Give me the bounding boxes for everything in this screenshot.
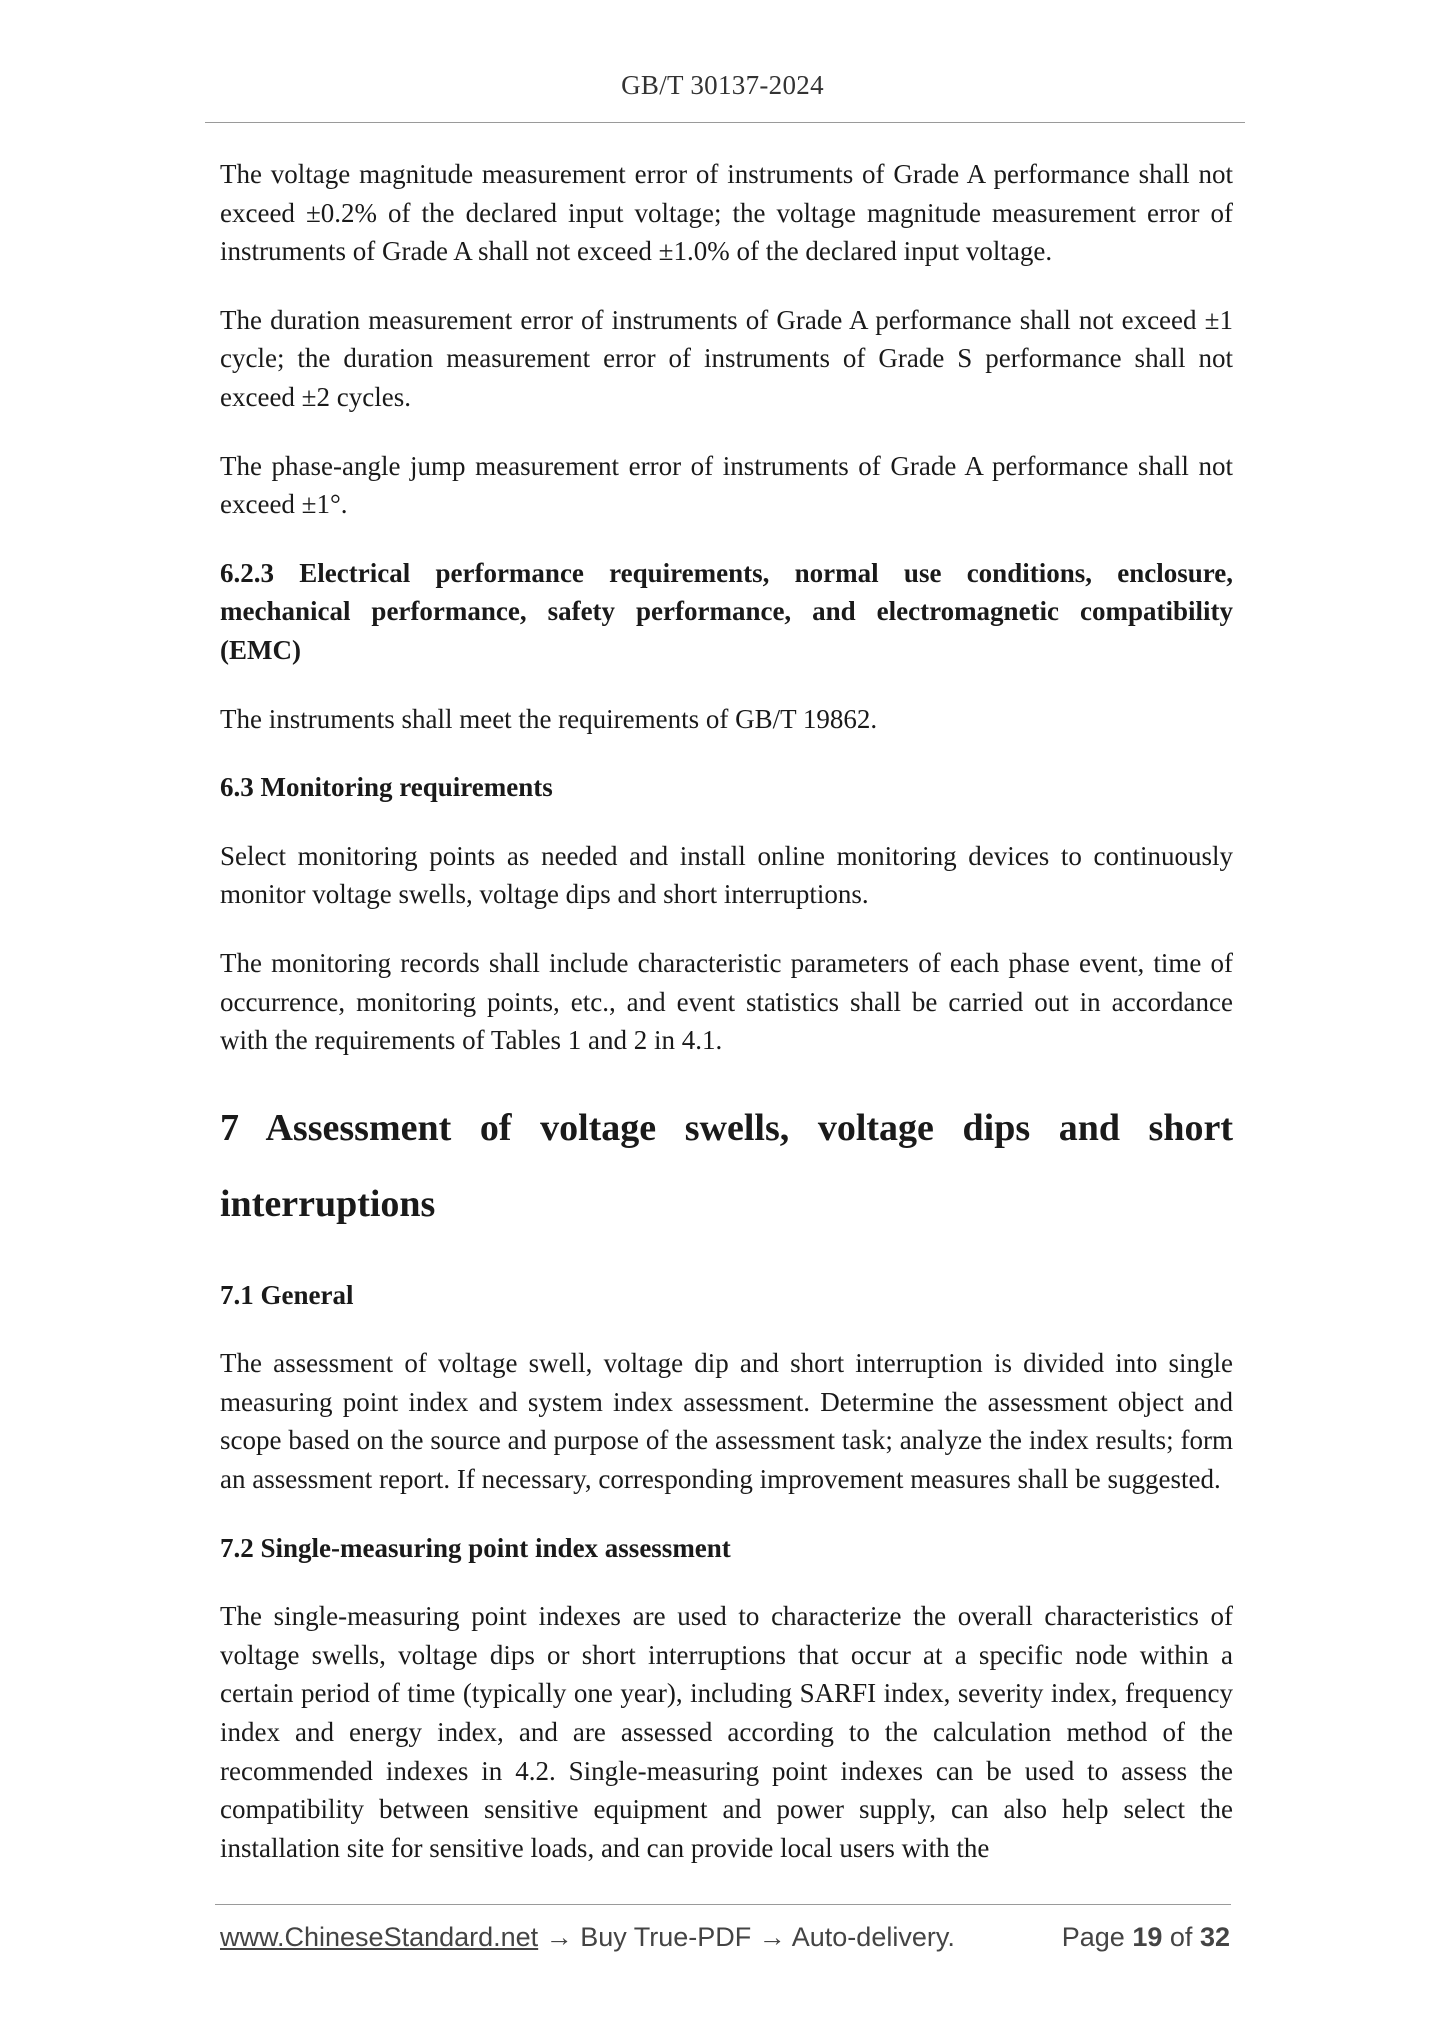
page-label: Page [1061, 1922, 1125, 1952]
paragraph-instrument-requirements: The instruments shall meet the requirements of GB/T 19862. [220, 703, 878, 734]
heading-7-2: 7.2 Single-measuring point index assessment [220, 1532, 731, 1563]
heading-6-2-3: 6.2.3 Electrical performance requirements, normal use conditions, enclosure, mechanical performance, safety performance, and electromagnetic compatibility (EMC) [220, 557, 1233, 665]
total-page-count: 32 [1199, 1922, 1230, 1952]
arrow-right-icon: → [751, 1922, 792, 1952]
footer-promo [220, 1922, 955, 1953]
current-page-number: 19 [1132, 1922, 1163, 1952]
page-content [220, 155, 1233, 1897]
delivery-text: Auto-delivery. [791, 1922, 955, 1952]
paragraph-single-point-indexes: The single-measuring point indexes are used to characterize the overall characteristics of voltage swells, voltage dips or short interruptions that occur at a specific node within a certain period of time (typically one year), including SARFI index, severity index, frequency index and energy index, and are assessed according to the calculation method of the recommended indexes in 4.2. Single-measuring point indexes can be used to assess the compatibility between sensitive equipment and power supply, can also help select the installation site for sensitive loads, and can provide local users with the [220, 1601, 1233, 1863]
document-id-header: GB/T 30137-2024 [621, 70, 824, 100]
footer-divider [215, 1904, 1231, 1905]
paragraph-assessment-general: The assessment of voltage swell, voltage dip and short interruption is divided into single measuring point index and system index assessment. Determine the assessment object and scope based on the source and purpose of the assessment task; analyze the index results; form an assessment report. If necessary, corresponding improvement measures shall be suggested. [220, 1348, 1233, 1495]
of-label: of [1169, 1922, 1193, 1952]
website-link[interactable]: www.ChineseStandard.net [220, 1922, 539, 1952]
page-indicator [1062, 1922, 1230, 1953]
page-footer [220, 1922, 1230, 1962]
paragraph-duration-error: The duration measurement error of instruments of Grade A performance shall not exceed ±1 cycle; the duration measurement error of instruments of Grade S performance shall not exceed ±2 cycles. [220, 304, 1233, 412]
arrow-right-icon: → [538, 1922, 581, 1952]
paragraph-voltage-error: The voltage magnitude measurement error of instruments of Grade A performance shall not exceed ±0.2% of the declared input voltage; the voltage magnitude measurement error of instruments of Grade A shall not exceed ±1.0% of the declared input voltage. [220, 159, 1233, 267]
heading-7-1: 7.1 General [220, 1279, 354, 1310]
paragraph-phase-angle-error: The phase-angle jump measurement error of instruments of Grade A performance shall not exceed ±1°. [220, 450, 1233, 520]
header-divider [205, 122, 1245, 123]
heading-section-7: 7 Assessment of voltage swells, voltage dips and short interruptions [220, 1106, 1233, 1225]
heading-6-3: 6.3 Monitoring requirements [220, 772, 553, 803]
paragraph-monitoring-points: Select monitoring points as needed and install online monitoring devices to continuously monitor voltage swells, voltage dips and short interruptions. [220, 840, 1233, 910]
paragraph-monitoring-records: The monitoring records shall include characteristic parameters of each phase event, time of occurrence, monitoring points, etc., and event statistics shall be carried out in accordance with the requirements of Tables 1 and 2 in 4.1. [220, 947, 1233, 1056]
buy-pdf-text: Buy True-PDF [580, 1922, 752, 1952]
